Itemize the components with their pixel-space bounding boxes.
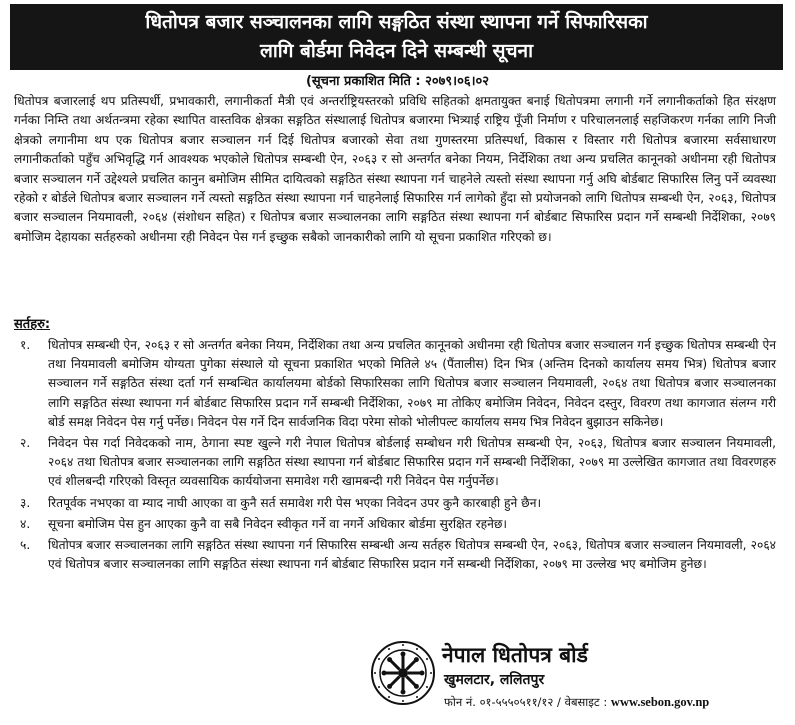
condition-item: [14, 515, 776, 534]
condition-item: [14, 494, 776, 513]
conditions-heading: सर्तहरु:: [14, 317, 51, 332]
phone-number: फोन नं. ०१-५५५०५११/१२: [444, 695, 554, 709]
contact-separator: / वेबसाइट :: [557, 695, 608, 709]
condition-text: निवेदन पेस गर्दा निवेदकको नाम, ठेगाना स्पष्ट खुल्ने गरी नेपाल धितोपत्र बोर्डलाई सम्बोधन गरी धितोपत्र सम्बन्धी ऐन, २०६३, धितोपत्र बजार सञ्चालन नियमावली, २०६४ तथा धितोपत्र बजार सञ्चालनका लागि सङ्गठित संस्था स्थापना गर्न बोर्डबाट सिफारिस प्रदान गर्ने सम्बन्धी निर्देशिका, २०७९ मा उल्लेखित कागजात तथा विवरणहरु एवं शीलबन्दी गरिएको विस्तृत व्यवसायिक कार्ययोजना समावेश गरी खामबन्दी गरी निवेदन पेस गर्नुपर्नेछ।: [48, 436, 776, 489]
condition-number: ३.: [20, 495, 31, 510]
condition-item: [14, 536, 776, 574]
condition-text: धितोपत्र सम्बन्धी ऐन, २०६३ र सो अन्तर्गत बनेका नियम, निर्देशिका तथा अन्य प्रचलित कानूनको अधीनमा रही धितोपत्र बजार सञ्चालन गर्न इच्छुक धितोपत्र सम्बन्धी ऐन तथा नियमावली बमोजिम योग्यता पुगेका संस्थाले यो सूचना प्रकाशित भएको मितिले ४५ (पैंतालीस) दिन भित्र (अन्तिम दिनको कार्यालय समय भित्र) धितोपत्र बजार सञ्चालन गर्ने सङ्गठित संस्था दर्ता गर्न सम्बन्धित कार्यालयमा बोर्डको सिफारिसका लागि धितोपत्र बजार सञ्चालन नियमावली, २०६४ तथा धितोपत्र बजार सञ्चालनका लागि सङ्गठित संस्था स्थापना गर्न बोर्डबाट सिफारिस प्रदान गर्ने सम्बन्धी निर्देशिका, २०७९ मा तोकिए बमोजिम निवेदन, निवेदन दस्तुर, विवरण तथा कागजात संलग्न गरी बोर्ड समक्ष निवेदन पेस गर्नु पर्नेछ। निवेदन पेस गर्ने दिन सार्वजनिक विदा परेमा सोको भोलीपल्ट कार्यालय समय भित्र निवेदन बुझाउन सकिनेछ।: [48, 338, 776, 429]
org-name: नेपाल धितोपत्र बोर्ड: [442, 643, 588, 667]
title-banner: [10, 4, 783, 70]
conditions-list: [14, 336, 776, 576]
title-line-1: धितोपत्र बजार सञ्चालनका लागि सङ्गठित संस्था स्थापना गर्ने सिफारिसका: [145, 11, 648, 33]
org-contact: [444, 694, 709, 710]
condition-item: [14, 336, 776, 432]
condition-number: २.: [20, 436, 31, 451]
condition-item: [14, 434, 776, 492]
sebon-emblem-icon: [370, 640, 436, 706]
title-line-2: लागि बोर्डमा निवेदन दिने सम्बन्धी सूचना: [259, 40, 534, 62]
condition-text: धितोपत्र बजार सञ्चालनका लागि सङ्गठित संस्था स्थापना गर्न सिफारिस सम्बन्धी अन्य सर्तहरु धितोपत्र सम्बन्धी ऐन, २०६३, धितोपत्र बजार सञ्चालन नियमावली, २०६४ एवं धितोपत्र बजार सञ्चालनका लागि सङ्गठित संस्था स्थापना गर्न बोर्डबाट सिफारिस प्रदान गर्ने सम्बन्धी निर्देशिका, २०७९ मा उल्लेख भए बमोजिम हुनेछ।: [48, 538, 776, 572]
condition-number: १.: [20, 338, 31, 352]
intro-paragraph: धितोपत्र बजारलाई थप प्रतिस्पर्धी, प्रभावकारी, लगानीकर्ता मैत्री एवं अन्तर्राष्ट्रियस्तरको प्रविधि सहितको क्षमतायुक्त बनाई धितोपत्रमा लगानी गर्ने लगानीकर्ताको हित संरक्षण गर्नका निम्ति तथा अर्थतन्त्रमा रहेका स्थापित वास्तविक क्षेत्रका सङ्गठित संस्थालाई धितोपत्र बजारमा भित्र्याई राष्ट्रिय पूँजी निर्माण र परिचालनलाई सहजिकरण गर्नका लागि निजी क्षेत्रको लगानीमा थप एक धितोपत्र बजार सञ्चालन गर्न दिई धितोपत्र बजारको सेवा तथा गुणस्तरमा प्रतिस्पर्धा, विकास र विस्तार गरी धितोपत्र बजारमा सर्वसाधारण लगानीकर्ताको पहुँच अभिवृद्धि गर्न आवश्यक भएकोले धितोपत्र सम्बन्धी ऐन, २०६३ र सो अन्तर्गत बनेका नियम, निर्देशिका तथा अन्य प्रचलित कानूनको अधीनमा रही धितोपत्र बजार सञ्चालन गर्ने उद्देश्यले प्रचलित कानुन बमोजिम सीमित दायित्वको सङ्गठित संस्था स्थापना गर्न चाहनेले त्यस्तो संस्था स्थापना गर्नु अघि बोर्डबाट सिफारिस लिनु पर्ने व्यवस्था रहेको र बोर्डले धितोपत्र बजार सञ्चालन गर्ने त्यस्तो सङ्गठित संस्था स्थापना गर्न चाहनेलाई सिफारिस गर्न लागेको हुँदा सो प्रयोजनको लागि धितोपत्र सम्बन्धी ऐन, २०६३, धितोपत्र बजार सञ्चालन नियमावली, २०६४ (संशोधन सहित) र धितोपत्र बजार सञ्चालनका लागि सङ्गठित संस्था स्थापना गर्न बोर्डबाट सिफारिस प्रदान गर्ने सम्बन्धी निर्देशिका, २०७९ बमोजिम देहायका सर्तहरुको अधीनमा रही निवेदन पेस गर्न इच्छुक सबैको जानकारीको लागि यो सूचना प्रकाशित गरिएको छ।: [14, 94, 776, 244]
condition-number: ५.: [20, 538, 31, 553]
condition-number: ४.: [20, 516, 31, 531]
org-address: खुमलटार, ललितपुर: [444, 672, 545, 688]
condition-text: रितपूर्वक नभएका वा म्याद नाघी आएका वा कुनै सर्त समावेश गरी पेस भएका निवेदन उपर कुनै कारबाही हुने छैन।: [48, 495, 542, 510]
condition-text: सूचना बमोजिम पेस हुन आएका कुनै वा सबै निवेदन स्वीकृत गर्ने वा नगर्ने अधिकार बोर्डमा सुरक्षित रहनेछ।: [48, 516, 507, 531]
publication-date: (सूचना प्रकाशित मिति : २०७९।०६।०२: [305, 74, 490, 89]
website-link[interactable]: www.sebon.gov.np: [610, 695, 710, 709]
